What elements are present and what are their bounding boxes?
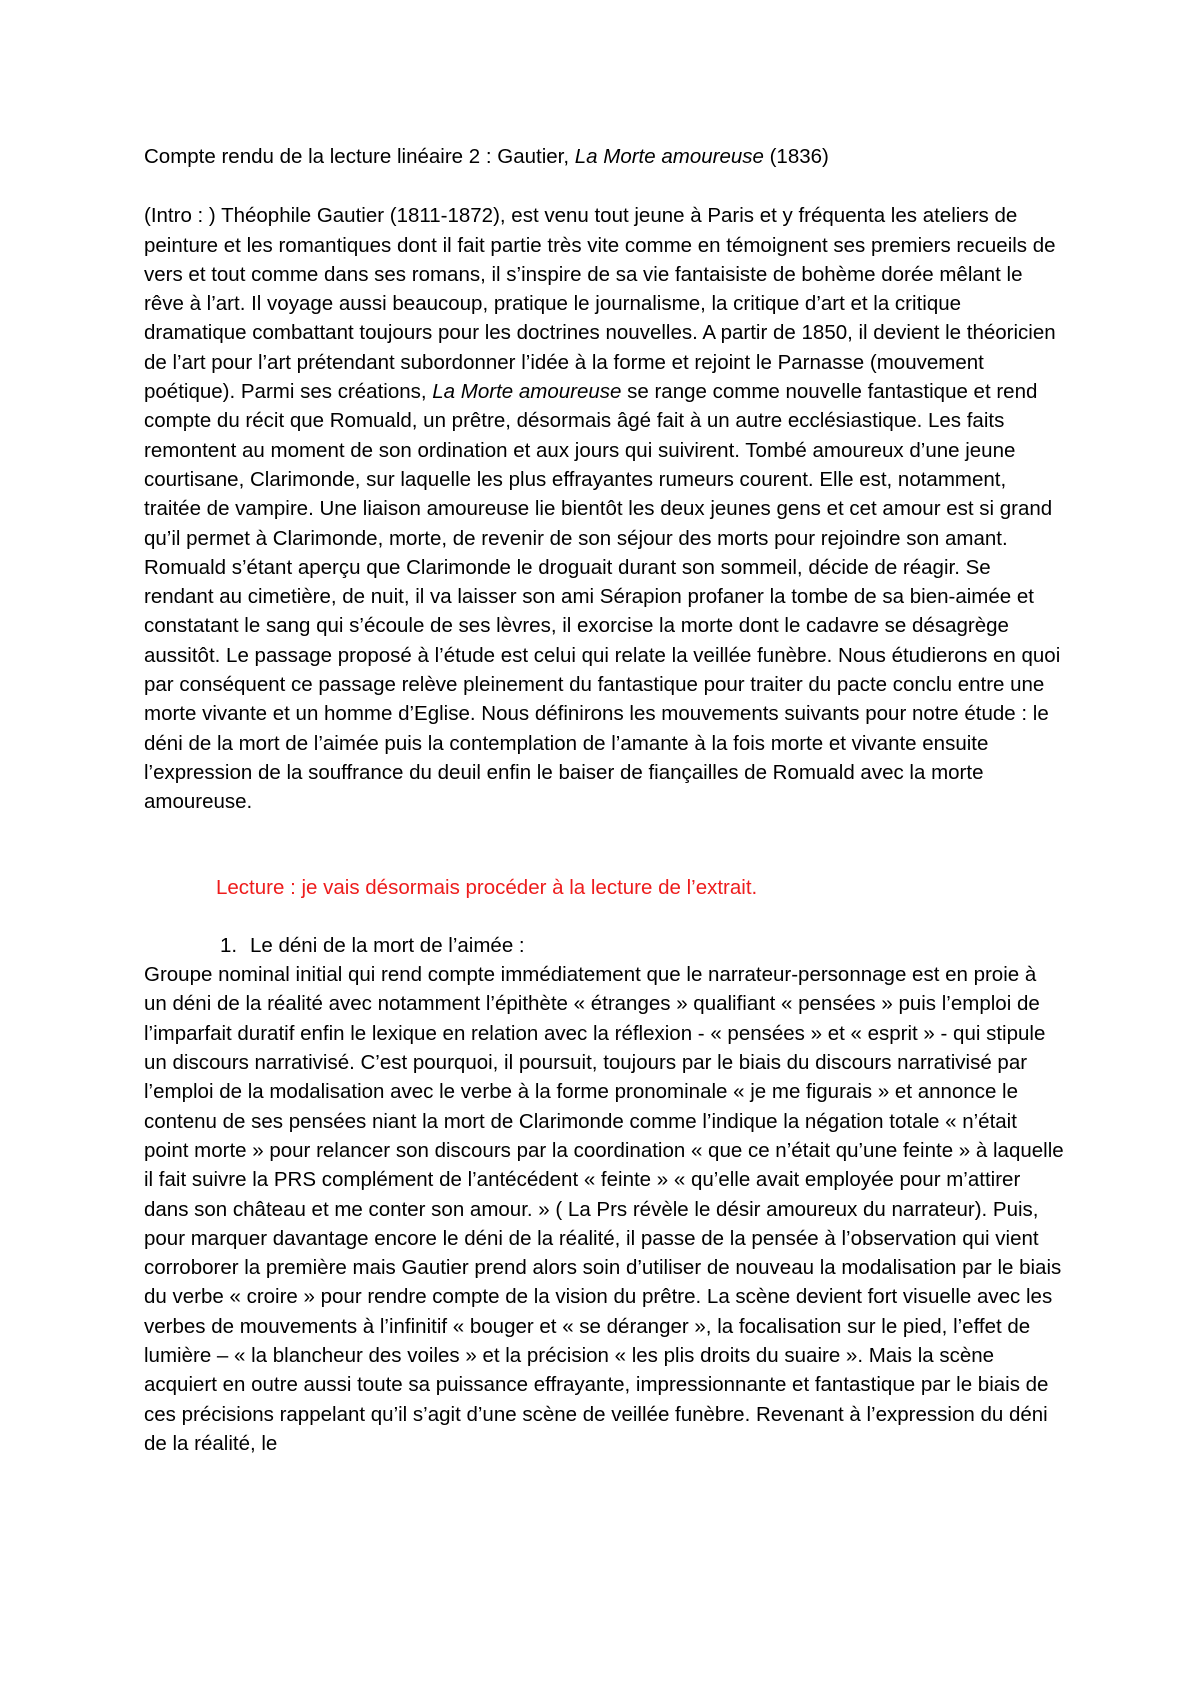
section-heading [144, 931, 1064, 960]
intro-paragraph [144, 201, 1064, 816]
title-text: Compte rendu de la lecture linéaire 2 : Gautier, [144, 145, 575, 168]
spacer [144, 902, 1064, 931]
document-title [144, 142, 1064, 171]
section-title: Le déni de la mort de l’aimée : [250, 933, 525, 957]
section-body: Groupe nominal initial qui rend compte immédiatement que le narrateur-personnage est en proie à un déni de la réalité avec notamment l’épithète « étranges » qualifiant « pensées » puis l’emploi de l’imparfait duratif enfin le lexique en relation avec la réflexion - « pensées » et « esprit » - qui stipule un discours narrativisé. C’est pourquoi, il poursuit, toujours par le biais du discours narrativisé par l’emploi de la modalisation avec le verbe à la forme pronominale « je me figurais » et annonce le contenu de ses pensées niant la mort de Clarimonde comme l’indique la négation totale « n’était point morte » pour relancer son discours par la coordination « que ce n’était qu’une feinte » à laquelle il fait suivre la PRS complément de l’antécédent « feinte » « qu’elle avait employée pour m’attirer dans son château et me conter son amour. » ( La Prs révèle le désir amoureux du narrateur). Puis, pour marquer davantage encore le déni de la réalité, il passe de la pensée à l’observation qui vient corroborer la première mais Gautier prend alors soin d’utiliser de nouveau la modalisation par le biais du verbe « croire » pour rendre compte de la vision du prêtre. La scène devient fort visuelle avec les verbes de mouvements à l’infinitif « bouger et « se déranger », la focalisation sur le pied, l’effet de lumière – « la blancheur des voiles » et la précision « les plis droits du suaire ». Mais la scène acquiert en outre aussi toute sa puissance effrayante, impressionnante et fantastique par le biais de ces précisions rappelant qu’il s’agit d’une scène de veillée funèbre. Revenant à l’expression du déni de la réalité, le [144, 963, 1064, 1455]
section-number: 1. [220, 933, 238, 957]
lecture-note: Lecture : je vais désormais procéder à la lecture de l’extrait. [216, 875, 758, 899]
intro-text-part2: se range comme nouvelle fantastique et rend compte du récit que Romuald, un prêtre, désormais âgé fait à un autre ecclésiastique. Les faits remontent au moment de son ordination et aux jours qui suivirent. Tombé amoureux d’une jeune courtisane, Clarimonde, sur laquelle les plus effrayantes rumeurs courent. Elle est, notamment, traitée de vampire. Une liaison amoureuse lie bientôt les deux jeunes gens et cet amour est si grand qu’il permet à Clarimonde, morte, de revenir de son séjour des morts pour rejoindre son amant. Romuald s’étant aperçu que Clarimonde le droguait durant son sommeil, décide de réagir. Se rendant au cimetière, de nuit, il va laisser son ami Sérapion profaner la tombe de sa bien-aimée et constatant le sang qui s’écoule de ses lèvres, il exorcise la morte dont le cadavre se désagrège aussitôt. Le passage proposé à l’étude est celui qui relate la veillée funèbre. Nous étudierons en quoi par conséquent ce passage relève pleinement du fantastique pour traiter du pacte conclu entre une morte vivante et un homme d’Eglise. Nous définirons les mouvements suivants pour notre étude : le déni de la mort de l’aimée puis la contemplation de l’amante à la fois morte et vivante ensuite l’expression de la souffrance du deuil enfin le baiser de fiançailles de Romuald avec la morte amoureuse. [144, 380, 1061, 814]
intro-work-title: La Morte amoureuse [432, 380, 622, 404]
intro-text-part1: (Intro : ) Théophile Gautier (1811-1872), est venu tout jeune à Paris et y fréquenta les ateliers de peinture et les romantiques dont il fait partie très vite comme en témoignent ses premiers recueils de vers et tout comme dans ses romans, il s’inspire de sa vie fantaisiste de bohème dorée mêlant le rêve à l’art. Il voyage aussi beaucoup, pratique le journalisme, la critique d’art et la critique dramatique combattant toujours pour les doctrines nouvelles. A partir de 1850, il devient le théoricien de l’art pour l’art prétendant subordonner l’idée à la forme et rejoint le Parnasse (mouvement poétique). Parmi ses créations, [144, 204, 1056, 404]
title-date: (1836) [763, 145, 829, 168]
document-content [144, 142, 1064, 1458]
title-work: La Morte amoureuse [574, 145, 764, 168]
spacer [144, 817, 1064, 873]
